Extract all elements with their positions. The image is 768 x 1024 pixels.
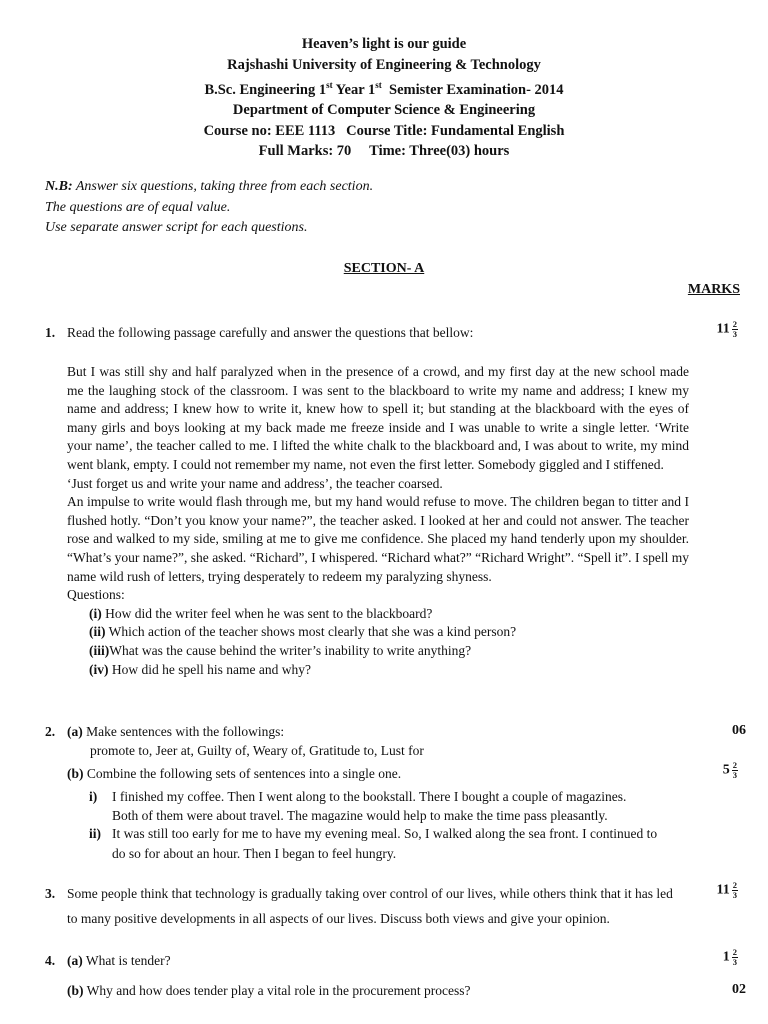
q2b-item-i-line-2: Both of them were about travel. The magazine would help to make the time pass pleasantly. (112, 808, 608, 823)
passage-paragraph-3: An impulse to write would flash through me, but my hand would refuse to move. The children began to titter and I flushed hotly. “Don’t you know your name?”, the teacher asked. I looked at her and could not answer. The teacher rose and walked to my side, smiling at me to give me confidence. She placed my hand tenderly upon my shoulder. “What’s your name?”, she asked. “Richard”, I whispered. “Richard what?” “Richard Wright”. “Spell it”. I spell my name wild rush of letters, trying desperately to redeem my paralyzing shyness. (67, 494, 689, 584)
questions-label: Questions: (67, 587, 125, 603)
university-name: Rajshashi University of Engineering & Technology (227, 56, 541, 73)
sub-question: (iii)What was the cause behind the writer’s inability to write anything? (89, 642, 472, 658)
q2-part-b: (b) Combine the following sets of sentences into a single one. (67, 766, 402, 781)
exam-title: B.Sc. Engineering 1st Year 1st Semister Examination- 2014 (204, 80, 564, 98)
q1-mark: 11 $\frac{2}{3}$ (716, 319, 737, 339)
q4-part-a: (a) What is tender? (67, 953, 171, 968)
department-name: Department of Computer Science & Engineering (232, 102, 536, 119)
q2b-mark: 5 $\frac{2}{3}$ (722, 760, 737, 780)
passage-paragraph-2: ‘Just forget us and write your name and address’, the teacher coarsed. (67, 475, 443, 491)
q2b-item-i-line-1: I finished my coffee. Then I went along to the bookstall. There I bought a couple of magazines. (112, 789, 627, 804)
question-text: Read the following passage carefully and answer the questions that bellow: (67, 325, 474, 340)
q2b-item-ii-line-1: It was still too early for me to have my evening meal. So, I walked along the sea front. I continued to (112, 826, 658, 841)
nb-label: N.B: (45, 179, 73, 194)
sub-question: (ii) Which action of the teacher shows most clearly that she was a kind person? (89, 624, 517, 640)
sub-questions (67, 605, 689, 679)
section-title: SECTION- A (343, 261, 425, 276)
reading-passage (67, 363, 689, 679)
q3-mark: 11 $\frac{2}{3}$ (716, 880, 737, 900)
q3-line-1: Some people think that technology is gradually taking over control of our lives, while others think that it has led (67, 886, 673, 901)
passage-paragraph-1: But I was still shy and half paralyzed when in the presence of a crowd, and my first day at the new school made me the laughing stock of the classroom. I was sent to the blackboard to write my name and address; I knew my name and address; I knew how to write it, knew how to spell it; but standing at the blackboard with the eyes of many girls and boys looking at my back made me freeze inside and I was unable to write a single letter. ‘Write your name’, the teacher called to me. I lifted the white chalk to the blackboard and, I was about to write, my mind went blank, empty. I could not remember my name, not even the first letter. Somebody giggled and I stiffened. (67, 364, 689, 472)
nb-line-3: Use separate answer script for each questions. (45, 220, 308, 235)
q2a-mark: 06 (732, 723, 746, 738)
q2-part-a: (a) Make sentences with the followings: (67, 724, 285, 739)
motto: Heaven’s light is our guide (301, 36, 467, 52)
question-number: 2. (45, 724, 56, 739)
question-number: 4. (45, 953, 56, 968)
q4-part-b: (b) Why and how does tender play a vital role in the procurement process? (67, 983, 471, 998)
question-number: 1. (45, 325, 56, 340)
q2b-item-ii-line-2: do so for about an hour. Then I began to feel hungry. (112, 846, 397, 861)
q3-line-2: to many positive developments in all aspects of our lives. Discuss both views and give your opinion. (67, 911, 610, 926)
nb-line-1: Answer six questions, taking three from each section. (72, 179, 374, 194)
q4b-mark: 02 (732, 982, 746, 997)
marks-and-time: Full Marks: 70 Time: Three(03) hours (258, 143, 510, 160)
q2b-item-ii-label: ii) (89, 826, 101, 841)
sub-question: (i) How did the writer feel when he was sent to the blackboard? (89, 605, 433, 621)
exam-header (0, 34, 768, 162)
course-info: Course no: EEE 1113 Course Title: Fundamental English (203, 122, 565, 139)
question-number: 3. (45, 886, 56, 901)
nb-line-2: The questions are of equal value. (45, 199, 231, 215)
marks-heading: MARKS (687, 282, 740, 297)
instructions (45, 177, 373, 239)
q2b-item-i-label: i) (89, 789, 98, 804)
q4a-mark: 1 $\frac{2}{3}$ (722, 947, 737, 967)
q2-word-list: promote to, Jeer at, Guilty of, Weary of, Gratitude to, Lust for (90, 743, 424, 758)
sub-question: (iv) How did he spell his name and why? (89, 661, 311, 677)
